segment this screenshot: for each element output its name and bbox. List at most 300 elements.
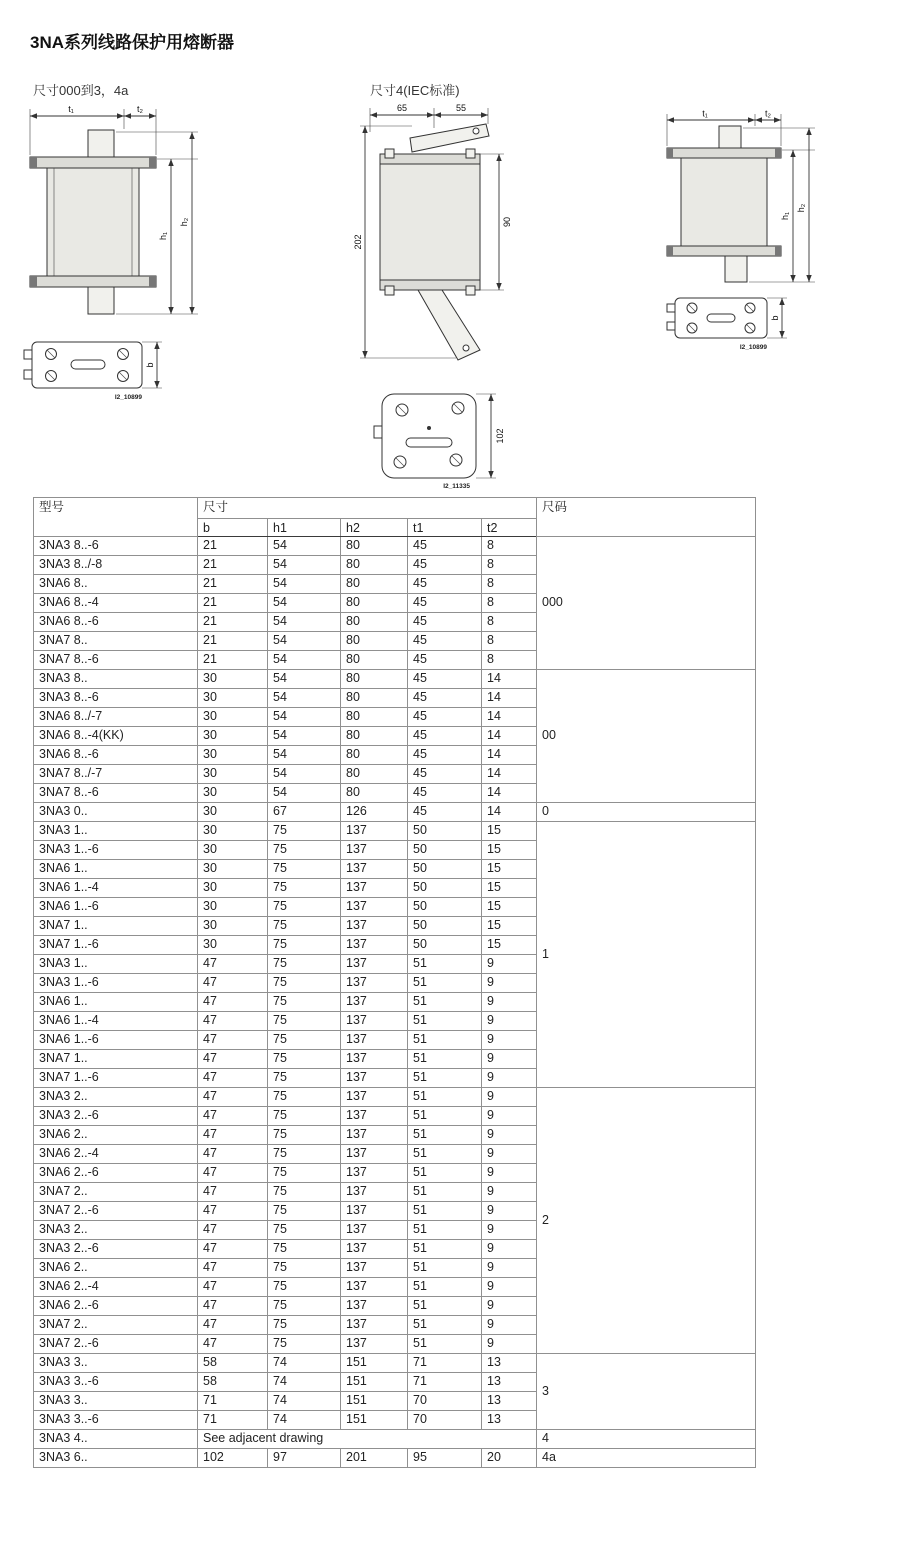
dim-value-cell: 9 <box>482 955 537 974</box>
dim-value-cell: 9 <box>482 1012 537 1031</box>
dim-90-label: 90 <box>502 216 512 228</box>
dim-value-cell: 54 <box>268 670 341 689</box>
dim-value-cell: 75 <box>268 917 341 936</box>
dim-value-cell: 51 <box>408 1164 482 1183</box>
dim-value-cell: 8 <box>482 651 537 670</box>
dim-value-cell: 14 <box>482 708 537 727</box>
dim-value-cell: 9 <box>482 993 537 1012</box>
table-row <box>34 1430 756 1449</box>
dim-value-cell: 54 <box>268 651 341 670</box>
dim-value-cell: 51 <box>408 1335 482 1354</box>
dim-value-cell: 151 <box>341 1354 408 1373</box>
dim-value-cell: 137 <box>341 955 408 974</box>
dim-value-cell: 45 <box>408 670 482 689</box>
model-cell: 3NA3 3..-6 <box>34 1411 198 1430</box>
model-cell: 3NA7 1..-6 <box>34 936 198 955</box>
dim-value-cell: 9 <box>482 974 537 993</box>
dim-value-cell: 30 <box>198 708 268 727</box>
dim-value-cell: 137 <box>341 1202 408 1221</box>
dim-value-cell: 30 <box>198 670 268 689</box>
dim-h2-label: h₂ <box>179 217 189 227</box>
table-header-row <box>34 498 756 519</box>
dim-value-cell: 51 <box>408 955 482 974</box>
dim-value-cell: 75 <box>268 1031 341 1050</box>
model-cell: 3NA6 8..-6 <box>34 613 198 632</box>
dim-value-cell: 75 <box>268 1221 341 1240</box>
dim-value-cell: 45 <box>408 632 482 651</box>
dim-value-cell: 71 <box>408 1354 482 1373</box>
dim-value-cell: 50 <box>408 936 482 955</box>
dim-value-cell: 9 <box>482 1107 537 1126</box>
fuse-body <box>681 158 767 246</box>
dim-value-cell: 47 <box>198 1012 268 1031</box>
model-cell: 3NA6 1..-4 <box>34 1012 198 1031</box>
dim-value-cell: 151 <box>341 1411 408 1430</box>
dim-value-cell: 75 <box>268 822 341 841</box>
dim-h1-label: h₁ <box>780 211 790 221</box>
model-cell: 3NA3 2.. <box>34 1221 198 1240</box>
top-flange <box>30 157 156 168</box>
dim-value-cell: 67 <box>268 803 341 822</box>
dim-value-cell: 9 <box>482 1278 537 1297</box>
dim-value-cell: 137 <box>341 1164 408 1183</box>
dim-value-cell: 47 <box>198 974 268 993</box>
dim-value-cell: 58 <box>198 1373 268 1392</box>
dim-value-cell: 30 <box>198 879 268 898</box>
dim-t1-label: t₁ <box>68 104 74 114</box>
dim-value-cell: 14 <box>482 670 537 689</box>
dim-value-cell: 30 <box>198 689 268 708</box>
dim-value-cell: 45 <box>408 651 482 670</box>
dim-value-cell: 75 <box>268 1050 341 1069</box>
dim-value-cell: 45 <box>408 594 482 613</box>
dim-value-cell: 47 <box>198 993 268 1012</box>
model-cell: 3NA7 1..-6 <box>34 1069 198 1088</box>
dim-value-cell: 15 <box>482 879 537 898</box>
dim-value-cell: 14 <box>482 689 537 708</box>
dim-value-cell: 14 <box>482 727 537 746</box>
header-col-h1: h1 <box>268 519 341 537</box>
model-cell: 3NA7 8../-7 <box>34 765 198 784</box>
dim-value-cell: 137 <box>341 1107 408 1126</box>
dim-value-cell: 74 <box>268 1354 341 1373</box>
dim-value-cell: 137 <box>341 1069 408 1088</box>
dim-value-cell: 75 <box>268 936 341 955</box>
dim-value-cell: 54 <box>268 632 341 651</box>
model-cell: 3NA6 1.. <box>34 993 198 1012</box>
dim-202-label: 202 <box>353 234 363 250</box>
table-row <box>34 803 756 822</box>
dim-value-cell: 151 <box>341 1392 408 1411</box>
dim-value-cell: 80 <box>341 651 408 670</box>
dim-value-cell: 21 <box>198 556 268 575</box>
top-blade <box>88 130 114 157</box>
dim-value-cell: 137 <box>341 1126 408 1145</box>
model-cell: 3NA7 8..-6 <box>34 651 198 670</box>
model-cell: 3NA3 3.. <box>34 1392 198 1411</box>
dim-h2-label: h₂ <box>796 203 806 213</box>
drawing-fuse-side-size4 <box>352 102 527 492</box>
dim-value-cell: 47 <box>198 1297 268 1316</box>
dim-value-cell: 54 <box>268 765 341 784</box>
dim-value-cell: 75 <box>268 1316 341 1335</box>
dim-value-cell: 45 <box>408 803 482 822</box>
dim-value-cell: 13 <box>482 1411 537 1430</box>
header-col-t1: t1 <box>408 519 482 537</box>
model-cell: 3NA7 2..-6 <box>34 1335 198 1354</box>
dim-value-cell: 30 <box>198 803 268 822</box>
page-title: 3NA系列线路保护用熔断器 <box>30 33 235 52</box>
model-cell: 3NA3 1..-6 <box>34 974 198 993</box>
dim-value-cell: 54 <box>268 689 341 708</box>
model-cell: 3NA3 8..-6 <box>34 537 198 556</box>
model-cell: 3NA6 1..-6 <box>34 1031 198 1050</box>
fuse-body <box>380 154 480 290</box>
header-dimensions: 尺寸 <box>198 498 537 519</box>
dim-value-cell: 50 <box>408 917 482 936</box>
dim-value-cell: 102 <box>198 1449 268 1468</box>
caption-size-4-iec: 尺寸4(IEC标准) <box>370 83 460 98</box>
dim-value-cell: 9 <box>482 1202 537 1221</box>
dim-value-cell: 9 <box>482 1335 537 1354</box>
dim-value-cell: 9 <box>482 1297 537 1316</box>
dim-value-cell: 80 <box>341 556 408 575</box>
dim-value-cell: 54 <box>268 575 341 594</box>
bottom-blade <box>88 287 114 314</box>
dim-value-cell: 126 <box>341 803 408 822</box>
dim-value-cell: 51 <box>408 1259 482 1278</box>
dim-value-cell: 47 <box>198 1069 268 1088</box>
dim-value-cell: 30 <box>198 860 268 879</box>
dim-value-cell: 137 <box>341 860 408 879</box>
dim-value-cell: 137 <box>341 1316 408 1335</box>
dim-value-cell: 45 <box>408 746 482 765</box>
dim-value-cell: 51 <box>408 1031 482 1050</box>
model-cell: 3NA3 1.. <box>34 822 198 841</box>
dim-value-cell: 51 <box>408 1240 482 1259</box>
dim-value-cell: 75 <box>268 1297 341 1316</box>
plate-slot <box>707 314 735 322</box>
dim-value-cell: 75 <box>268 1012 341 1031</box>
drawing-fuse-front-right <box>655 108 825 358</box>
dim-value-cell: 75 <box>268 974 341 993</box>
dim-value-cell: 30 <box>198 936 268 955</box>
dim-value-cell: 51 <box>408 1221 482 1240</box>
model-cell: 3NA3 0.. <box>34 803 198 822</box>
dim-value-cell: 75 <box>268 993 341 1012</box>
dim-value-cell: 75 <box>268 860 341 879</box>
dim-value-cell: 47 <box>198 1259 268 1278</box>
drawing-fuse-front-small <box>16 102 231 402</box>
dim-value-cell: 51 <box>408 1297 482 1316</box>
model-cell: 3NA7 1.. <box>34 917 198 936</box>
dim-value-cell: 21 <box>198 613 268 632</box>
dim-value-cell: 30 <box>198 898 268 917</box>
dim-value-cell: 47 <box>198 955 268 974</box>
dim-value-cell: 8 <box>482 613 537 632</box>
dim-value-cell: 74 <box>268 1373 341 1392</box>
size-code-cell: 1 <box>537 822 756 1088</box>
dim-value-cell: 137 <box>341 1221 408 1240</box>
dim-value-cell: 45 <box>408 765 482 784</box>
dim-value-cell: 9 <box>482 1050 537 1069</box>
model-cell: 3NA3 8../-8 <box>34 556 198 575</box>
dim-value-cell: 45 <box>408 556 482 575</box>
dim-65-label: 65 <box>396 103 408 113</box>
dim-value-cell: 51 <box>408 993 482 1012</box>
dim-value-cell: 9 <box>482 1221 537 1240</box>
dim-value-cell: 45 <box>408 689 482 708</box>
model-cell: 3NA3 3..-6 <box>34 1373 198 1392</box>
dim-value-cell: 14 <box>482 765 537 784</box>
drawing-ref-label: I2_10899 <box>739 344 767 351</box>
model-cell: 3NA6 2.. <box>34 1259 198 1278</box>
dim-value-cell: 47 <box>198 1088 268 1107</box>
dim-value-cell: 137 <box>341 879 408 898</box>
dim-value-cell: 80 <box>341 708 408 727</box>
dim-value-cell: 45 <box>408 784 482 803</box>
dim-value-cell: 54 <box>268 708 341 727</box>
dim-value-cell: 75 <box>268 898 341 917</box>
fuse-body <box>47 168 139 276</box>
dim-value-cell: 9 <box>482 1259 537 1278</box>
table-row <box>34 1088 756 1107</box>
dim-value-cell: 75 <box>268 1183 341 1202</box>
bottom-blade <box>418 290 480 360</box>
model-cell: 3NA6 8..-6 <box>34 746 198 765</box>
caption-sizes-000-to-3-4a: 尺寸000到3，4a <box>33 83 129 98</box>
dim-value-cell: 47 <box>198 1221 268 1240</box>
dim-value-cell: 137 <box>341 1335 408 1354</box>
dim-value-cell: 80 <box>341 575 408 594</box>
dim-value-cell: 8 <box>482 594 537 613</box>
dim-value-cell: 51 <box>408 1088 482 1107</box>
dim-value-cell: 54 <box>268 746 341 765</box>
size-code-cell: 4a <box>537 1449 756 1468</box>
model-cell: 3NA7 2.. <box>34 1316 198 1335</box>
header-col-b: b <box>198 519 268 537</box>
drawing-ref-label: I2_11335 <box>443 483 470 490</box>
dim-value-cell: 80 <box>341 632 408 651</box>
model-cell: 3NA3 1..-6 <box>34 841 198 860</box>
drawing-ref-label: I2_10899 <box>114 394 142 401</box>
dim-value-cell: 137 <box>341 822 408 841</box>
dim-value-cell: 137 <box>341 1050 408 1069</box>
dim-value-cell: 47 <box>198 1240 268 1259</box>
model-cell: 3NA6 2..-6 <box>34 1297 198 1316</box>
model-cell: 3NA3 8.. <box>34 670 198 689</box>
dim-t1-label: t₁ <box>702 108 708 119</box>
table-row <box>34 670 756 689</box>
dim-value-cell: 75 <box>268 1107 341 1126</box>
header-size-code: 尺码 <box>537 498 756 537</box>
dim-value-cell: 151 <box>341 1373 408 1392</box>
dim-value-cell: 71 <box>198 1392 268 1411</box>
dim-value-cell: 9 <box>482 1145 537 1164</box>
dim-value-cell: 74 <box>268 1392 341 1411</box>
size-code-cell: 0 <box>537 803 756 822</box>
dim-value-cell: 30 <box>198 727 268 746</box>
dim-value-cell: 47 <box>198 1316 268 1335</box>
dim-value-cell: 51 <box>408 974 482 993</box>
dim-value-cell: 13 <box>482 1354 537 1373</box>
dim-value-cell: 54 <box>268 556 341 575</box>
dim-value-cell: 137 <box>341 1183 408 1202</box>
dim-value-cell: 8 <box>482 632 537 651</box>
dim-value-cell: 45 <box>408 727 482 746</box>
dim-value-cell: 50 <box>408 841 482 860</box>
top-flange <box>667 148 781 158</box>
dim-value-cell: 137 <box>341 993 408 1012</box>
bottom-flange <box>30 276 156 287</box>
dim-value-cell: 15 <box>482 917 537 936</box>
dim-value-cell: 80 <box>341 765 408 784</box>
dim-value-cell: 8 <box>482 556 537 575</box>
dim-value-cell: 9 <box>482 1088 537 1107</box>
dim-value-cell: 45 <box>408 708 482 727</box>
dim-value-cell: 75 <box>268 1145 341 1164</box>
dim-value-cell: 75 <box>268 1259 341 1278</box>
table-head <box>34 498 756 537</box>
dim-value-cell: 30 <box>198 917 268 936</box>
dim-value-cell: 9 <box>482 1031 537 1050</box>
dim-value-cell: 75 <box>268 1126 341 1145</box>
dim-value-cell: 30 <box>198 822 268 841</box>
dim-value-cell: 21 <box>198 632 268 651</box>
dim-value-cell: 21 <box>198 651 268 670</box>
dim-value-cell: 71 <box>408 1373 482 1392</box>
dim-value-cell: 51 <box>408 1278 482 1297</box>
dim-value-cell: 45 <box>408 537 482 556</box>
dim-value-cell: 51 <box>408 1145 482 1164</box>
dim-value-cell: 14 <box>482 803 537 822</box>
dimension-drawings <box>0 100 900 496</box>
dim-value-cell: 15 <box>482 936 537 955</box>
dim-value-cell: 47 <box>198 1050 268 1069</box>
dim-value-cell: 54 <box>268 784 341 803</box>
table-row <box>34 822 756 841</box>
dim-value-cell: 20 <box>482 1449 537 1468</box>
dim-value-cell: 30 <box>198 746 268 765</box>
dim-value-cell: 51 <box>408 1012 482 1031</box>
dim-value-cell: 47 <box>198 1278 268 1297</box>
model-cell: 3NA3 4.. <box>34 1430 198 1449</box>
dim-value-cell: 21 <box>198 537 268 556</box>
dim-value-cell: 47 <box>198 1031 268 1050</box>
dim-value-cell: 80 <box>341 594 408 613</box>
dim-b-label: b <box>770 315 780 321</box>
drawing-captions <box>0 80 900 98</box>
dim-value-cell: 75 <box>268 1069 341 1088</box>
dim-value-cell: 9 <box>482 1126 537 1145</box>
dim-value-cell: 137 <box>341 1145 408 1164</box>
dim-value-cell: 75 <box>268 841 341 860</box>
dim-value-cell: 13 <box>482 1392 537 1411</box>
dim-value-cell: 137 <box>341 1297 408 1316</box>
dim-value-cell: 54 <box>268 613 341 632</box>
dim-value-cell: 51 <box>408 1069 482 1088</box>
dim-value-cell: 80 <box>341 727 408 746</box>
dim-value-cell: 14 <box>482 784 537 803</box>
dim-value-cell: 51 <box>408 1202 482 1221</box>
model-cell: 3NA6 8..-4(KK) <box>34 727 198 746</box>
dim-value-cell: 97 <box>268 1449 341 1468</box>
size-code-cell: 00 <box>537 670 756 803</box>
bottom-blade <box>725 256 747 282</box>
model-cell: 3NA6 1.. <box>34 860 198 879</box>
header-model: 型号 <box>34 498 198 537</box>
table-row <box>34 537 756 556</box>
dim-value-cell: 137 <box>341 1240 408 1259</box>
dim-value-cell: 51 <box>408 1050 482 1069</box>
dim-value-cell: 9 <box>482 1164 537 1183</box>
dim-value-cell: 137 <box>341 1012 408 1031</box>
model-cell: 3NA7 2..-6 <box>34 1202 198 1221</box>
dim-value-cell: 80 <box>341 746 408 765</box>
top-blade <box>719 126 741 148</box>
model-cell: 3NA6 1..-4 <box>34 879 198 898</box>
bottom-flange <box>667 246 781 256</box>
model-cell: 3NA3 2..-6 <box>34 1107 198 1126</box>
dim-value-cell: 75 <box>268 1335 341 1354</box>
model-cell: 3NA3 6.. <box>34 1449 198 1468</box>
dim-value-cell: 51 <box>408 1107 482 1126</box>
model-cell: 3NA6 8..-4 <box>34 594 198 613</box>
dim-value-cell: 15 <box>482 822 537 841</box>
header-col-h2: h2 <box>341 519 408 537</box>
dim-value-cell: 137 <box>341 936 408 955</box>
dim-value-cell: 14 <box>482 746 537 765</box>
dim-value-cell: 51 <box>408 1126 482 1145</box>
dim-value-cell: 70 <box>408 1392 482 1411</box>
dim-value-cell: 75 <box>268 1164 341 1183</box>
dim-value-cell: 21 <box>198 575 268 594</box>
dim-55-label: 55 <box>455 103 467 113</box>
dim-value-cell: 74 <box>268 1411 341 1430</box>
dim-value-cell: 137 <box>341 841 408 860</box>
dim-value-cell: 8 <box>482 575 537 594</box>
dim-value-cell: 137 <box>341 1088 408 1107</box>
dim-value-cell: 75 <box>268 1202 341 1221</box>
dim-value-cell: 51 <box>408 1316 482 1335</box>
dim-value-cell: 137 <box>341 898 408 917</box>
dim-t2-label: t₂ <box>765 108 771 119</box>
header-col-t2: t2 <box>482 519 537 537</box>
model-cell: 3NA6 2..-4 <box>34 1145 198 1164</box>
plate-slot <box>71 360 105 369</box>
dimensions-table <box>33 497 756 1468</box>
dim-value-cell: 8 <box>482 537 537 556</box>
dim-value-cell: 30 <box>198 765 268 784</box>
table-row <box>34 1449 756 1468</box>
dim-value-cell: 50 <box>408 898 482 917</box>
dim-value-cell: 13 <box>482 1373 537 1392</box>
model-cell: 3NA3 2..-6 <box>34 1240 198 1259</box>
dim-value-cell: 75 <box>268 879 341 898</box>
dim-value-cell: 15 <box>482 841 537 860</box>
dim-value-cell: 71 <box>198 1411 268 1430</box>
model-cell: 3NA6 2.. <box>34 1126 198 1145</box>
dim-value-cell: 47 <box>198 1164 268 1183</box>
dim-value-cell: 47 <box>198 1335 268 1354</box>
dim-value-cell: 50 <box>408 879 482 898</box>
dim-value-cell: 47 <box>198 1126 268 1145</box>
model-cell: 3NA3 1.. <box>34 955 198 974</box>
model-cell: 3NA3 8..-6 <box>34 689 198 708</box>
dim-value-cell: 50 <box>408 860 482 879</box>
dim-value-cell: 75 <box>268 955 341 974</box>
dim-value-cell: 9 <box>482 1069 537 1088</box>
